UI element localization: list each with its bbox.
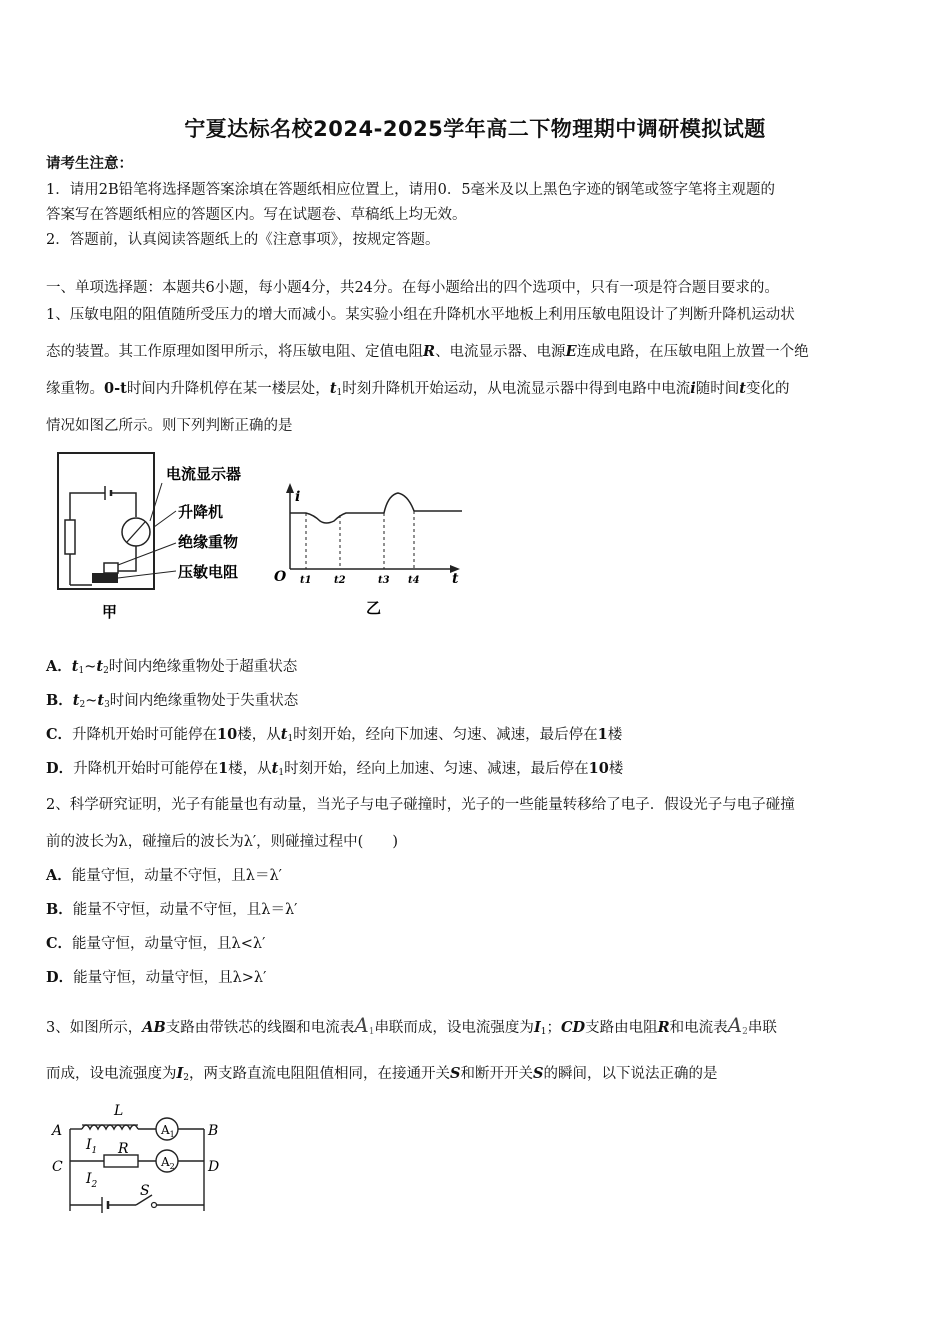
tick-t4: t4	[408, 575, 420, 586]
exam-title: 宁夏达标名校2024-2025学年高二下物理期中调研模拟试题	[184, 117, 766, 141]
current-i1-label: $I_1$	[86, 1137, 98, 1156]
current-i2-label: $I_2$	[86, 1171, 98, 1190]
tick-t3: t3	[378, 575, 390, 586]
current-curve	[290, 493, 462, 523]
tick-t1: t1	[300, 575, 312, 586]
inductor-label: L	[114, 1103, 124, 1119]
y-axis-label: i	[295, 489, 301, 505]
caption-jia: 甲	[102, 603, 118, 621]
insulated-weight	[104, 563, 118, 573]
label-insulated-weight: 绝缘重物	[178, 533, 239, 551]
q3-line-2: 而成，设电流强度为$I_2$，两支路直流电阻阻值相同，在接通开关S和断开开关S的瞬间，以下说法正确的是	[46, 1065, 718, 1083]
q1-option-b: B．$t_2\sim t_3$时间内绝缘重物处于失重状态	[46, 692, 299, 710]
notice-item-2: 2．答题前，认真阅读答题纸上的《注意事项》，按规定答题。	[46, 232, 440, 248]
q2-option-c: C．能量守恒，动量守恒，且λ<λ′	[46, 935, 266, 952]
origin-label: O	[274, 569, 287, 585]
node-b-label: B	[208, 1123, 219, 1139]
switch-label: S	[140, 1183, 150, 1199]
label-elevator: 升降机	[178, 503, 224, 521]
q1-line-1: 1、压敏电阻的阻值随所受压力的增大而减小。某实验小组在升降机水平地板上利用压敏电阻设计了判断升降机运动状	[46, 307, 795, 323]
q3-line-1: 3、如图所示，AB支路由带铁芯的线圈和电流表$A_1$串联而成，设电流强度为$I_1$；CD支路由电阻R和电流表$A_2$串联	[46, 1013, 777, 1037]
notice-item-1b: 答案写在答题纸相应的答题区内。写在试题卷、草稿纸上均无效。	[46, 207, 467, 223]
q1-line-4: 情况如图乙所示。则下列判断正确的是	[46, 418, 293, 434]
caption-yi: 乙	[366, 599, 382, 617]
q3-circuit-figure	[46, 1095, 236, 1220]
ammeter-a1-label: $A_1$	[161, 1123, 175, 1139]
node-a-label: A	[52, 1123, 63, 1139]
label-current-display: 电流显示器	[166, 465, 242, 483]
notice-heading: 请考生注意：	[46, 155, 133, 172]
node-c-label: C	[52, 1159, 63, 1175]
q1-line-3: 缘重物。0-t时间内升降机停在某一楼层处，$t_1$时刻升降机开始运动，从电流显示器中得到电路中电流i随时间t变化的	[46, 380, 790, 398]
resistor-label: R	[118, 1141, 129, 1157]
q2-option-d: D．能量守恒，动量守恒，且λ>λ′	[46, 969, 267, 986]
q1-figure	[50, 445, 470, 625]
x-axis-label: t	[452, 571, 459, 587]
label-pressure-resistor: 压敏电阻	[178, 563, 239, 581]
q2-option-a: A．能量守恒，动量不守恒，且λ＝λ′	[46, 867, 282, 884]
fixed-resistor	[65, 520, 75, 554]
tick-t2: t2	[334, 575, 346, 586]
pressure-resistor	[92, 573, 118, 583]
section-1-heading: 一、单项选择题：本题共6小题，每小题4分，共24分。在每小题给出的四个选项中，只有一项是符合题目要求的。	[46, 280, 779, 296]
node-d-label: D	[208, 1159, 220, 1175]
ammeter-a2-label: $A_2$	[161, 1155, 175, 1171]
q1-line-2: 态的装置。其工作原理如图甲所示，将压敏电阻、定值电阻R、电流显示器、电源E连成电路，在压敏电阻上放置一个绝	[46, 343, 809, 360]
q2-line-1: 2、科学研究证明，光子有能量也有动量，当光子与电子碰撞时，光子的一些能量转移给了电子．假设光子与电子碰撞	[46, 797, 795, 813]
q1-option-d: D．升降机开始时可能停在1楼，从$t_1$时刻开始，经向上加速、匀速、减速，最后停在10楼	[46, 760, 624, 778]
q1-option-c: C．升降机开始时可能停在10楼，从$t_1$时刻开始，经向下加速、匀速、减速，最后停在1楼	[46, 726, 623, 744]
notice-item-1a: 1．请用2B铅笔将选择题答案涂填在答题纸相应位置上，请用0．5毫米及以上黑色字迹的钢笔或签字笔将主观题的	[46, 182, 776, 198]
q2-option-b: B．能量不守恒，动量不守恒，且λ＝λ′	[46, 901, 298, 918]
q1-option-a: A．$t_1\sim t_2$时间内绝缘重物处于超重状态	[46, 658, 298, 676]
q2-line-2: 前的波长为λ，碰撞后的波长为λ′，则碰撞过程中( )	[46, 834, 398, 850]
